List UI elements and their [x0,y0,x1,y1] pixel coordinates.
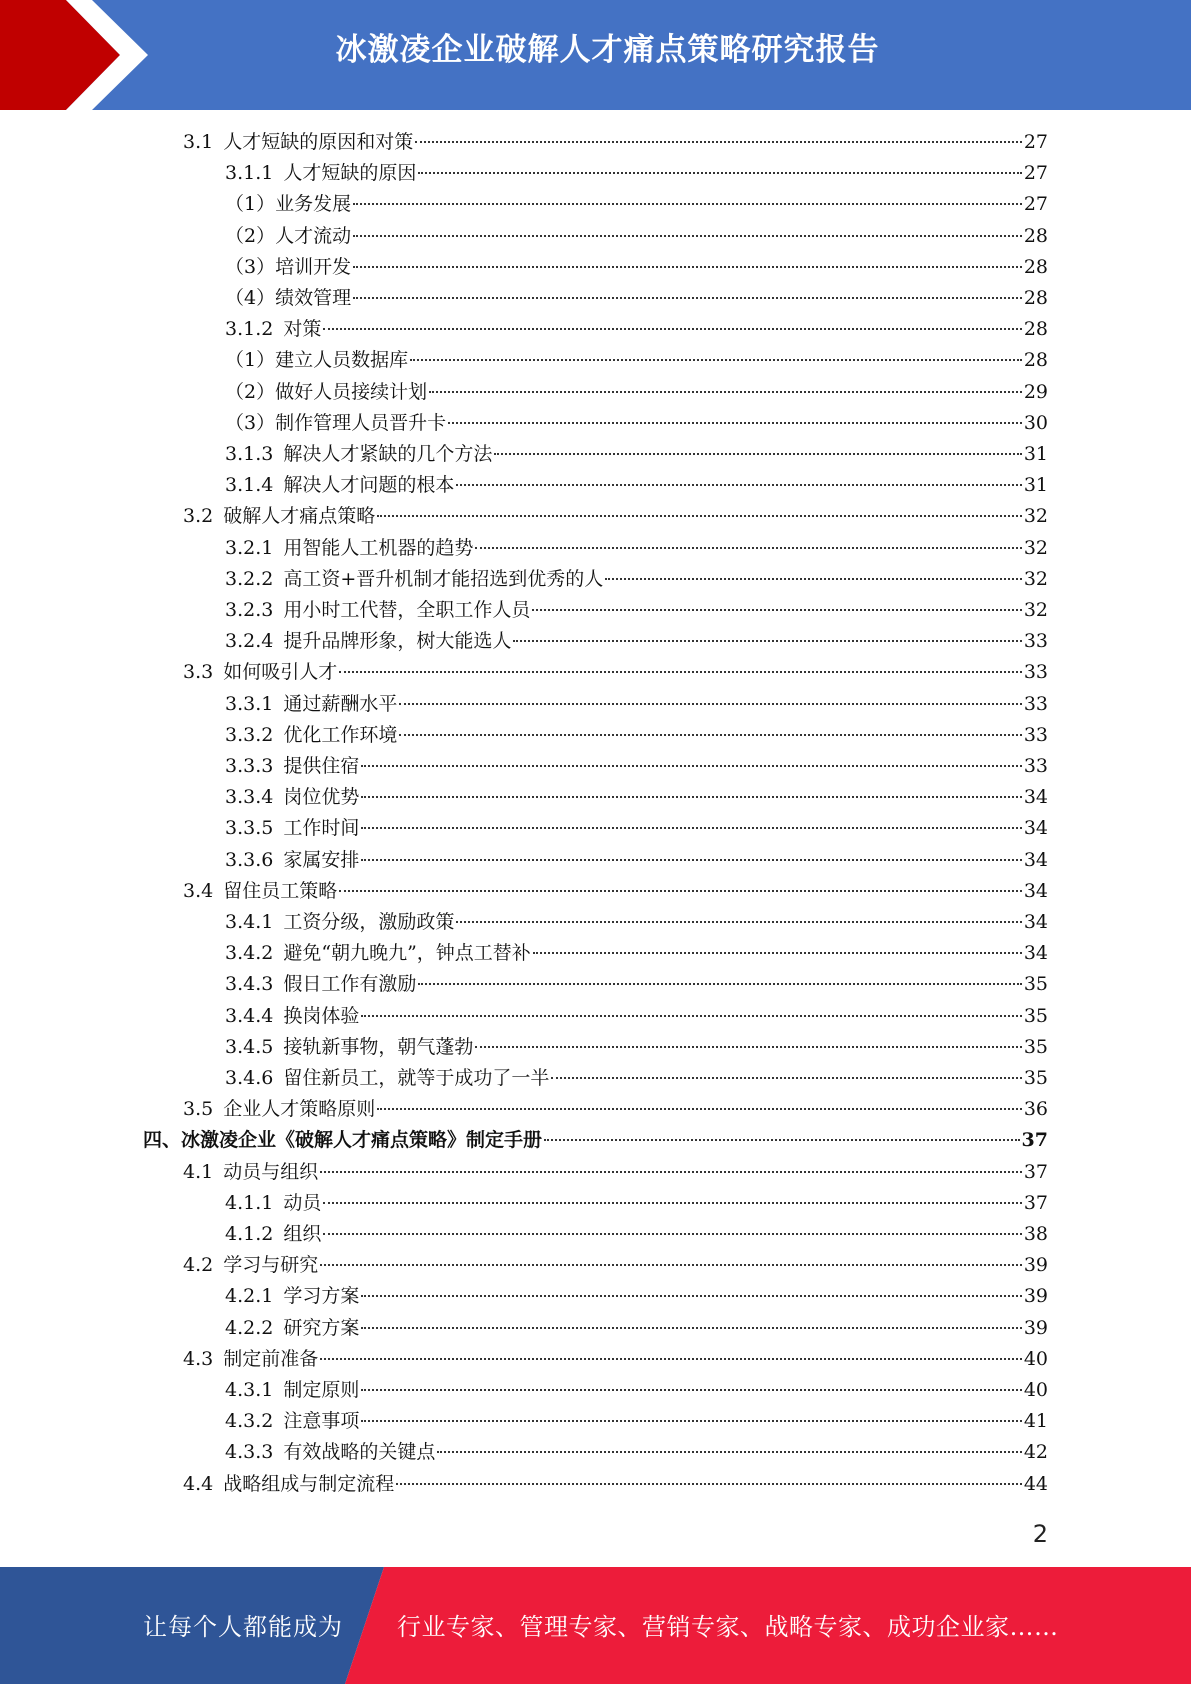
toc-entry-number: 3.4.4 [225,1004,274,1027]
toc-entry-page: 31 [1023,443,1048,465]
toc-entry[interactable] [183,1094,1048,1125]
toc-dot-leader [361,796,1021,798]
toc-entry-title: 冰激凌企业《破解人才痛点策略》制定手册 [181,1129,543,1152]
toc-entry[interactable] [225,1001,1048,1032]
toc-entry-number: 3.4.5 [225,1035,274,1058]
toc-dot-leader [323,1233,1021,1235]
toc-entry[interactable] [225,283,1048,314]
toc-dot-leader [339,671,1022,673]
toc-dot-leader [456,921,1021,923]
page-header [0,0,1191,110]
toc-entry-page: 31 [1023,474,1048,497]
toc-entry-page: 28 [1023,255,1048,278]
toc-entry-number: （1） [225,349,276,372]
toc-entry-title: 岗位优势 [283,786,360,809]
toc-entry-title: 接轨新事物，朝气蓬勃 [283,1035,474,1058]
toc-entry-page: 28 [1023,224,1048,247]
toc-entry-page: 38 [1023,1223,1048,1245]
page-footer [0,1567,1191,1684]
toc-entry-number: 3.3.3 [225,755,274,777]
toc-entry[interactable] [225,1313,1048,1344]
toc-dot-leader [544,1139,1020,1141]
toc-dot-leader [448,422,1022,424]
toc-entry-page: 34 [1023,848,1048,871]
toc-entry-number: 3.5 [183,1098,214,1121]
toc-entry-page: 39 [1023,1285,1048,1308]
document-title: 冰激凌企业破解人才痛点策略研究报告 [335,32,880,68]
toc-entry-number: （2） [225,380,276,403]
toc-entry-number: 4.3.1 [225,1379,274,1401]
toc-entry-page: 34 [1023,911,1048,933]
toc-entry[interactable] [225,1032,1048,1063]
toc-entry[interactable] [225,564,1048,595]
toc-entry-page: 35 [1023,973,1048,996]
toc-entry-number: 3.1.3 [225,443,274,465]
toc-entry-page: 27 [1023,193,1048,216]
toc-dot-leader [513,640,1021,642]
toc-entry-title: 培训开发 [275,255,352,278]
toc-entry-page: 35 [1023,1035,1048,1058]
toc-entry-title: 家属安排 [283,848,360,871]
toc-dot-leader [323,328,1021,330]
toc-entry-number: 3.2.2 [225,567,274,590]
toc-dot-leader [353,235,1022,237]
toc-entry-title: 有效战略的关键点 [283,1441,436,1464]
toc-entry-title: 人才流动 [275,224,352,247]
footer-slogan-right: 行业专家、管理专家、营销专家、战略专家、成功企业家…… [397,1613,1059,1641]
toc-entry-number: 4.2 [183,1254,214,1277]
toc-dot-leader [339,890,1022,892]
toc-entry-number: 4.1.1 [225,1191,274,1214]
toc-entry-page: 36 [1023,1098,1048,1121]
toc-entry-number: （4） [225,287,276,309]
toc-entry-page: 39 [1023,1254,1048,1277]
toc-entry[interactable] [183,1344,1048,1375]
toc-entry-page: 42 [1023,1441,1048,1464]
toc-entry-page: 29 [1023,380,1048,403]
toc-entry-title: 制定原则 [283,1379,360,1401]
toc-entry-number: 3.1.2 [225,318,274,341]
toc-entry-title: 业务发展 [275,193,352,216]
toc-entry-page: 33 [1023,723,1048,746]
toc-entry-number: 3.4.6 [225,1067,274,1089]
toc-entry[interactable] [183,657,1048,688]
toc-entry[interactable] [225,221,1048,252]
toc-entry-number: 4.2.1 [225,1285,274,1308]
toc-dot-leader [437,1451,1021,1453]
toc-dot-leader [361,1015,1021,1017]
toc-entry-page: 32 [1023,599,1048,621]
toc-dot-leader [415,141,1022,143]
toc-dot-leader [494,453,1021,455]
toc-dot-leader [361,1327,1021,1329]
toc-entry-number: 3.3 [183,661,214,684]
toc-entry[interactable] [225,938,1048,969]
toc-entry[interactable] [225,720,1048,751]
toc-dot-leader [361,1389,1021,1391]
toc-entry-number: 3.3.1 [225,692,274,715]
toc-entry-number: 3.3.2 [225,723,274,746]
toc-entry[interactable] [225,1406,1048,1437]
toc-entry[interactable] [225,189,1048,220]
toc-entry[interactable] [225,158,1048,189]
toc-entry-title: 留住员工策略 [223,879,338,902]
toc-entry[interactable] [225,813,1048,844]
toc-entry[interactable] [225,1219,1048,1250]
toc-dot-leader [605,578,1022,580]
toc-dot-leader [320,1171,1022,1173]
toc-dot-leader [551,1077,1021,1079]
toc-entry[interactable] [225,314,1048,345]
toc-entry[interactable] [225,969,1048,1000]
toc-entry[interactable] [225,408,1048,439]
toc-entry-title: 提供住宿 [283,755,360,777]
toc-entry[interactable] [225,689,1048,720]
toc-entry[interactable] [183,1250,1048,1281]
toc-entry-number: 3.2.3 [225,599,274,621]
toc-entry-number: 4.3.2 [225,1410,274,1433]
toc-entry-number: 3.1 [183,131,214,153]
toc-entry-title: 留住新员工，就等于成功了一半 [283,1067,550,1089]
toc-entry-number: 3.3.5 [225,817,274,840]
toc-entry[interactable] [225,1375,1048,1406]
toc-entry-page: 30 [1023,411,1048,434]
toc-dot-leader [418,983,1021,985]
toc-entry-page: 35 [1023,1067,1048,1089]
toc-entry-title: 人才短缺的原因 [283,162,417,185]
toc-entry-number: （3） [225,411,276,434]
toc-entry-title: 做好人员接续计划 [275,380,428,403]
toc-entry-title: 提升品牌形象，树大能选人 [283,630,512,653]
toc-entry[interactable] [225,907,1048,938]
toc-dot-leader [361,1295,1021,1297]
toc-entry-title: 制作管理人员晋升卡 [275,411,447,434]
toc-entry-page: 34 [1023,817,1048,840]
toc-dot-leader [361,827,1021,829]
toc-entry-title: 避免“朝九晚九”，钟点工替补 [283,942,531,965]
footer-slogan-left: 让每个人都能成为 [143,1613,343,1641]
toc-entry-title: 工作时间 [283,817,360,840]
toc-entry-title: 组织 [283,1223,322,1245]
toc-entry-title: 研究方案 [283,1316,360,1339]
toc-entry-title: 战略组成与制定流程 [223,1472,395,1495]
toc-entry-number: 4.1.2 [225,1223,274,1245]
toc-dot-leader [532,609,1021,611]
toc-entry-page: 32 [1023,505,1048,528]
toc-entry-page: 28 [1023,287,1048,309]
toc-entry-number: （3） [225,255,276,278]
toc-dot-leader [377,1108,1022,1110]
toc-entry-title: 通过薪酬水平 [283,692,398,715]
toc-entry-number: 4.1 [183,1160,214,1183]
toc-entry-page: 40 [1023,1379,1048,1401]
toc-entry-title: 如何吸引人才 [223,661,338,684]
toc-entry-page: 33 [1023,755,1048,777]
toc-entry-page: 37 [1021,1129,1048,1152]
toc-entry-number: 3.4.3 [225,973,274,996]
toc-entry-title: 换岗体验 [283,1004,360,1027]
toc-entry-title: 工资分级，激励政策 [283,911,455,933]
toc-entry-number: 4.4 [183,1472,214,1495]
toc-dot-leader [377,515,1022,517]
toc-entry-number: 3.1.1 [225,162,274,185]
toc-dot-leader [396,1483,1022,1485]
toc-entry[interactable] [225,252,1048,283]
toc-entry-title: 用小时工代替，全职工作人员 [283,599,531,621]
toc-entry-title: 学习方案 [283,1285,360,1308]
toc-entry[interactable] [225,1281,1048,1312]
toc-entry-title: 企业人才策略原则 [223,1098,376,1121]
toc-dot-leader [399,734,1021,736]
toc-entry-title: 动员 [283,1191,322,1214]
toc-entry-number: （2） [225,224,276,247]
toc-entry-title: 破解人才痛点策略 [223,505,376,528]
toc-entry-page: 27 [1023,162,1048,185]
toc-dot-leader [353,203,1022,205]
toc-entry-page: 39 [1023,1316,1048,1339]
toc-entry-title: 优化工作环境 [283,723,398,746]
toc-dot-leader [418,172,1021,174]
toc-entry-title: 动员与组织 [223,1160,319,1183]
toc-entry-title: 假日工作有激励 [283,973,417,996]
toc-dot-leader [533,952,1022,954]
toc-dot-leader [475,1046,1021,1048]
toc-entry-page: 33 [1023,661,1048,684]
toc-dot-leader [323,1202,1021,1204]
toc-entry-number: 四、 [143,1129,182,1152]
toc-entry[interactable] [183,127,1048,158]
page-number: 2 [1032,1520,1048,1548]
toc-entry-number: （1） [225,193,276,216]
toc-entry[interactable] [183,1469,1048,1500]
toc-dot-leader [361,1420,1021,1422]
toc-entry[interactable] [225,470,1048,501]
toc-entry-title: 高工资+晋升机制才能招选到优秀的人 [283,567,604,590]
toc-dot-leader [429,391,1022,393]
toc-entry-number: 4.3 [183,1347,214,1370]
toc-dot-leader [353,266,1022,268]
toc-entry-page: 34 [1023,942,1048,965]
toc-entry-number: 3.4.2 [225,942,274,965]
toc-entry-page: 27 [1023,131,1048,153]
toc-entry[interactable] [225,626,1048,657]
toc-entry-page: 32 [1023,567,1048,590]
toc-entry-title: 建立人员数据库 [275,349,409,372]
toc-entry-title: 解决人才紧缺的几个方法 [283,443,493,465]
toc-entry-title: 用智能人工机器的趋势 [283,536,474,559]
toc-entry[interactable] [225,439,1048,470]
toc-entry-title: 绩效管理 [275,287,352,309]
toc-entry-number: 4.3.3 [225,1441,274,1464]
toc-entry-title: 注意事项 [283,1410,360,1433]
toc-entry-page: 32 [1023,536,1048,559]
toc-entry-page: 40 [1023,1347,1048,1370]
toc-entry[interactable] [225,345,1048,376]
toc-entry-number: 3.1.4 [225,474,274,497]
toc-entry[interactable] [225,595,1048,626]
toc-entry-title: 学习与研究 [223,1254,319,1277]
toc-entry-number: 3.2.1 [225,536,274,559]
toc-entry[interactable] [225,1188,1048,1219]
toc-entry[interactable] [225,751,1048,782]
toc-entry-number: 3.3.4 [225,786,274,809]
toc-dot-leader [353,297,1022,299]
toc-entry-title: 人才短缺的原因和对策 [223,131,414,153]
toc-entry-title: 制定前准备 [223,1347,319,1370]
toc-entry-page: 34 [1023,786,1048,809]
toc-dot-leader [475,547,1021,549]
toc-entry-number: 3.2.4 [225,630,274,653]
toc-entry-page: 28 [1023,318,1048,341]
toc-entry[interactable] [225,1063,1048,1094]
toc-entry-page: 28 [1023,349,1048,372]
toc-entry-title: 对策 [283,318,322,341]
toc-entry[interactable] [225,782,1048,813]
toc-dot-leader [456,484,1021,486]
toc-entry[interactable] [143,1125,1048,1156]
toc-entry[interactable] [183,1157,1048,1188]
toc-entry-number: 3.2 [183,505,214,528]
toc-entry-page: 34 [1023,879,1048,902]
toc-entry[interactable] [183,501,1048,532]
toc-entry-page: 33 [1023,692,1048,715]
toc-entry-page: 35 [1023,1004,1048,1027]
toc-entry-page: 33 [1023,630,1048,653]
toc-entry-number: 3.3.6 [225,848,274,871]
toc-entry-page: 37 [1023,1160,1048,1183]
toc-dot-leader [361,765,1021,767]
toc-entry[interactable] [183,876,1048,907]
toc-entry-number: 3.4 [183,879,214,902]
toc-entry-page: 37 [1023,1191,1048,1214]
toc-entry[interactable] [225,1437,1048,1468]
toc-entry-page: 44 [1023,1472,1048,1495]
toc-dot-leader [399,703,1021,705]
toc-entry-page: 41 [1023,1410,1048,1433]
toc-entry[interactable] [225,845,1048,876]
toc-dot-leader [361,859,1021,861]
toc-entry-title: 解决人才问题的根本 [283,474,455,497]
toc-dot-leader [320,1264,1022,1266]
toc-entry-number: 4.2.2 [225,1316,274,1339]
toc-dot-leader [320,1358,1022,1360]
toc-entry[interactable] [225,533,1048,564]
toc-entry-number: 3.4.1 [225,911,274,933]
toc-entry[interactable] [225,377,1048,408]
toc-dot-leader [410,359,1022,361]
